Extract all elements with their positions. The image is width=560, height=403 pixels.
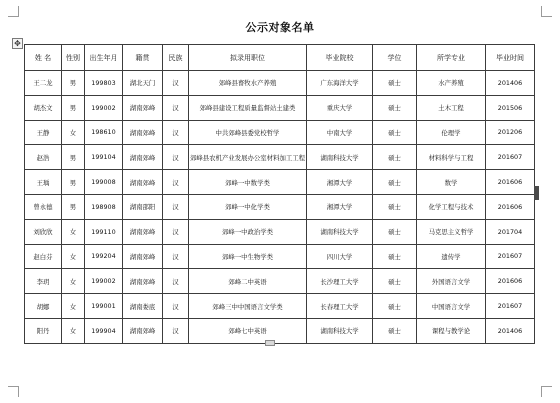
column-header: 拟录用职位	[189, 45, 307, 71]
name-cell: 王静	[25, 120, 62, 145]
major-cell: 水产养殖	[417, 71, 486, 96]
name-cell: 赵白芬	[25, 244, 62, 269]
major-cell: 化学工程与技术	[417, 194, 486, 219]
major-cell: 外国语言文学	[417, 269, 486, 294]
column-header: 所学专业	[417, 45, 486, 71]
ethnicity-cell: 汉	[163, 95, 189, 120]
table-row	[25, 170, 535, 195]
graduation-cell: 201607	[486, 145, 535, 170]
graduation-cell: 201206	[486, 120, 535, 145]
gender-cell: 女	[62, 318, 85, 343]
ethnicity-cell: 汉	[163, 244, 189, 269]
graduation-cell: 201506	[486, 95, 535, 120]
table-row	[25, 145, 535, 170]
degree-cell: 硕士	[373, 294, 417, 319]
graduation-cell: 201606	[486, 269, 535, 294]
name-cell: 曾永德	[25, 194, 62, 219]
ethnicity-cell: 汉	[163, 145, 189, 170]
name-cell: 刘欣欣	[25, 219, 62, 244]
degree-cell: 硕士	[373, 71, 417, 96]
origin-cell: 湖南郊峰	[123, 244, 163, 269]
degree-cell: 硕士	[373, 120, 417, 145]
name-cell: 胡杰文	[25, 95, 62, 120]
origin-cell: 湖南郊峰	[123, 170, 163, 195]
gender-cell: 男	[62, 145, 85, 170]
ethnicity-cell: 汉	[163, 219, 189, 244]
crop-mark-top-left	[8, 6, 19, 17]
roster-table	[24, 44, 535, 344]
birth-cell: 199002	[85, 269, 123, 294]
origin-cell: 湖南郊峰	[123, 120, 163, 145]
gender-cell: 女	[62, 120, 85, 145]
gender-cell: 男	[62, 95, 85, 120]
degree-cell: 硕士	[373, 244, 417, 269]
name-cell: 王二龙	[25, 71, 62, 96]
gender-cell: 女	[62, 244, 85, 269]
table-resize-handle[interactable]	[265, 340, 275, 346]
gender-cell: 男	[62, 194, 85, 219]
move-arrows-icon[interactable]: ✥	[12, 38, 23, 49]
school-cell: 四川大学	[307, 244, 373, 269]
gender-cell: 男	[62, 170, 85, 195]
ethnicity-cell: 汉	[163, 194, 189, 219]
graduation-cell: 201606	[486, 170, 535, 195]
position-cell: 郊峰二中英语	[189, 269, 307, 294]
position-cell: 郊峰一中化学类	[189, 194, 307, 219]
major-cell: 材料科学与工程	[417, 145, 486, 170]
birth-cell: 199803	[85, 71, 123, 96]
origin-cell: 湖南邵阳	[123, 194, 163, 219]
origin-cell: 湖南郊峰	[123, 145, 163, 170]
crop-mark-top-right	[541, 6, 552, 17]
gender-cell: 女	[62, 294, 85, 319]
column-header: 民族	[163, 45, 189, 71]
origin-cell: 湖南郊峰	[123, 95, 163, 120]
major-cell: 马克思主义哲学	[417, 219, 486, 244]
birth-cell: 199008	[85, 170, 123, 195]
position-cell: 郊峰一中政治学类	[189, 219, 307, 244]
column-header: 学位	[373, 45, 417, 71]
position-cell: 郊峰七中英语	[189, 318, 307, 343]
school-cell: 湖南科技大学	[307, 219, 373, 244]
school-cell: 中南大学	[307, 120, 373, 145]
document-title: 公示对象名单	[245, 21, 315, 34]
name-cell: 阳丹	[25, 318, 62, 343]
table-row	[25, 120, 535, 145]
degree-cell: 硕士	[373, 194, 417, 219]
origin-cell: 湖南郊峰	[123, 318, 163, 343]
table-row	[25, 269, 535, 294]
column-header: 毕业院校	[307, 45, 373, 71]
ethnicity-cell: 汉	[163, 318, 189, 343]
ethnicity-cell: 汉	[163, 120, 189, 145]
name-cell: 胡娜	[25, 294, 62, 319]
graduation-cell: 201607	[486, 244, 535, 269]
major-cell: 伦理学	[417, 120, 486, 145]
major-cell: 数学	[417, 170, 486, 195]
birth-cell: 199204	[85, 244, 123, 269]
degree-cell: 硕士	[373, 219, 417, 244]
birth-cell: 199002	[85, 95, 123, 120]
graduation-cell: 201406	[486, 71, 535, 96]
position-cell: 郊峰三中中国语言文学类	[189, 294, 307, 319]
table-row	[25, 244, 535, 269]
birth-cell: 198610	[85, 120, 123, 145]
ethnicity-cell: 汉	[163, 170, 189, 195]
position-cell: 郊峰县建设工程质量监督站土建类	[189, 95, 307, 120]
ethnicity-cell: 汉	[163, 269, 189, 294]
crop-mark-bottom-left	[8, 386, 19, 397]
birth-cell: 199104	[85, 145, 123, 170]
graduation-cell: 201406	[486, 318, 535, 343]
major-cell: 遗传学	[417, 244, 486, 269]
major-cell: 土木工程	[417, 95, 486, 120]
ethnicity-cell: 汉	[163, 294, 189, 319]
birth-cell: 199110	[85, 219, 123, 244]
school-cell: 重庆大学	[307, 95, 373, 120]
origin-cell: 湖南郊峰	[123, 269, 163, 294]
origin-cell: 湖南娄底	[123, 294, 163, 319]
school-cell: 长春理工大学	[307, 294, 373, 319]
birth-cell: 198908	[85, 194, 123, 219]
table-row	[25, 71, 535, 96]
position-cell: 郊峰县畜牧水产养殖	[189, 71, 307, 96]
origin-cell: 湖南郊峰	[123, 219, 163, 244]
degree-cell: 硕士	[373, 170, 417, 195]
column-header: 出生年月	[85, 45, 123, 71]
graduation-cell: 201704	[486, 219, 535, 244]
column-header: 姓 名	[25, 45, 62, 71]
position-cell: 郊峰县农机产业发展办公室材料加工工程	[189, 145, 307, 170]
name-cell: 王瑀	[25, 170, 62, 195]
table-row	[25, 294, 535, 319]
degree-cell: 硕士	[373, 145, 417, 170]
column-header: 毕业时间	[486, 45, 535, 71]
gender-cell: 男	[62, 71, 85, 96]
position-cell: 中共郊峰县委党校哲学	[189, 120, 307, 145]
name-cell: 赵浩	[25, 145, 62, 170]
crop-mark-bottom-right	[541, 386, 552, 397]
school-cell: 长沙理工大学	[307, 269, 373, 294]
degree-cell: 硕士	[373, 318, 417, 343]
degree-cell: 硕士	[373, 269, 417, 294]
column-header: 籍贯	[123, 45, 163, 71]
table-row	[25, 318, 535, 343]
column-header: 性别	[62, 45, 85, 71]
ethnicity-cell: 汉	[163, 71, 189, 96]
table-row	[25, 95, 535, 120]
table-row	[25, 194, 535, 219]
position-cell: 郊峰一中生物学类	[189, 244, 307, 269]
table-row	[25, 219, 535, 244]
school-cell: 湘潭大学	[307, 170, 373, 195]
school-cell: 湖南科技大学	[307, 318, 373, 343]
gender-cell: 女	[62, 219, 85, 244]
birth-cell: 199904	[85, 318, 123, 343]
school-cell: 湖南科技大学	[307, 145, 373, 170]
school-cell: 湘潭大学	[307, 194, 373, 219]
name-cell: 李玥	[25, 269, 62, 294]
graduation-cell: 201607	[486, 294, 535, 319]
origin-cell: 湖北天门	[123, 71, 163, 96]
table-header-row	[25, 45, 535, 71]
row-resize-handle[interactable]	[534, 186, 539, 200]
school-cell: 广东海洋大学	[307, 71, 373, 96]
position-cell: 郊峰一中数学类	[189, 170, 307, 195]
degree-cell: 硕士	[373, 95, 417, 120]
graduation-cell: 201606	[486, 194, 535, 219]
major-cell: 中国语言文学	[417, 294, 486, 319]
gender-cell: 女	[62, 269, 85, 294]
major-cell: 课程与教学论	[417, 318, 486, 343]
birth-cell: 199001	[85, 294, 123, 319]
